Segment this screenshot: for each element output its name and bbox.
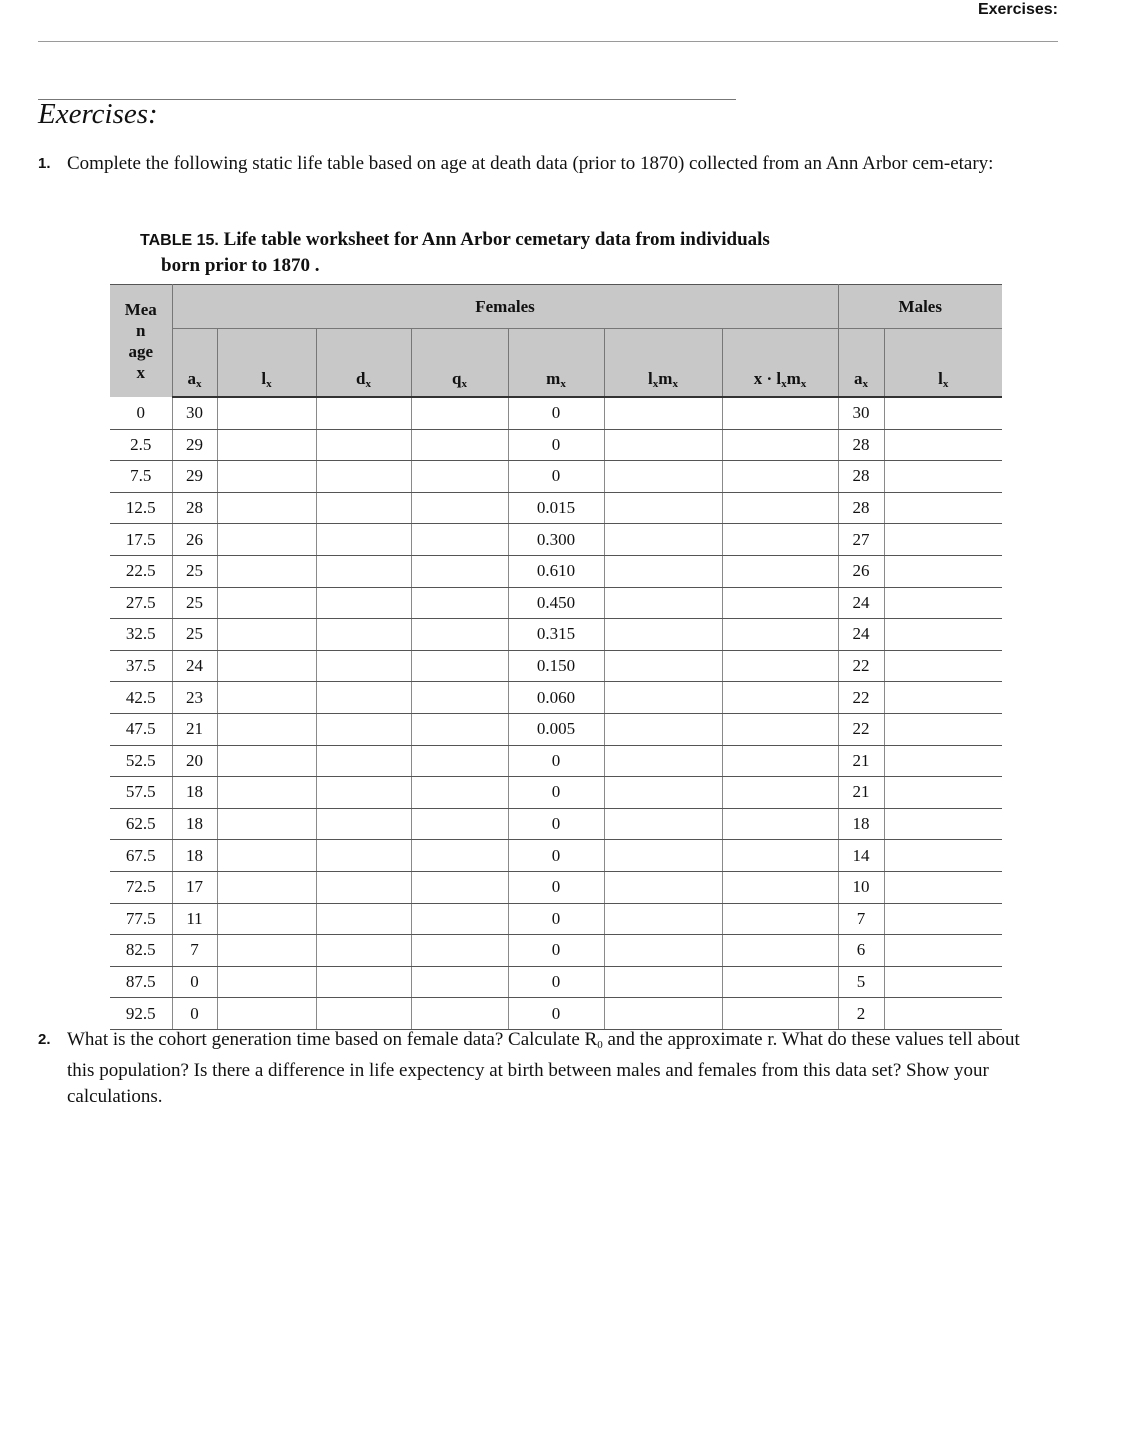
female-ax-cell: 18 <box>172 777 217 809</box>
male-ax-cell: 14 <box>838 840 884 872</box>
male-ax-cell: 10 <box>838 871 884 903</box>
table-row <box>110 935 1002 967</box>
column-header-base: x · l <box>753 369 782 388</box>
male-ax-cell: 24 <box>838 619 884 651</box>
female-ax-cell: 18 <box>172 840 217 872</box>
male-ax-header <box>838 329 884 398</box>
female-xlxmx-cell[interactable] <box>722 871 838 903</box>
female-qx-cell[interactable] <box>411 713 508 745</box>
female-mx-cell: 0 <box>508 808 604 840</box>
female-qx-cell[interactable] <box>411 935 508 967</box>
female-mx-cell: 0.300 <box>508 524 604 556</box>
female-xlxmx-cell[interactable] <box>722 397 838 429</box>
age-cell: 12.5 <box>110 492 172 524</box>
female-mx-cell: 0 <box>508 840 604 872</box>
running-header: Exercises: <box>977 1 1058 18</box>
female-lxmx-cell[interactable] <box>604 713 722 745</box>
female-lx-cell[interactable] <box>217 619 316 651</box>
female-qx-cell[interactable] <box>411 840 508 872</box>
female-ax-cell: 0 <box>172 998 217 1030</box>
female-lxmx-cell[interactable] <box>604 619 722 651</box>
male-lx-cell[interactable] <box>884 840 1002 872</box>
female-qx-cell[interactable] <box>411 461 508 493</box>
female-lxmx-cell[interactable] <box>604 429 722 461</box>
female-qx-cell[interactable] <box>411 650 508 682</box>
female-dx-cell[interactable] <box>316 777 411 809</box>
female-dx-cell[interactable] <box>316 682 411 714</box>
female-mx-cell: 0 <box>508 903 604 935</box>
female-ax-cell: 25 <box>172 555 217 587</box>
table-caption <box>140 227 860 278</box>
female-dx-cell[interactable] <box>316 650 411 682</box>
column-header-base: l <box>648 369 653 388</box>
age-cell: 52.5 <box>110 745 172 777</box>
female-dx-cell[interactable] <box>316 461 411 493</box>
female-dx-cell[interactable] <box>316 524 411 556</box>
age-cell: 57.5 <box>110 777 172 809</box>
female-mx-cell: 0.315 <box>508 619 604 651</box>
female-ax-cell: 0 <box>172 966 217 998</box>
table-row <box>110 966 1002 998</box>
exercise-1 <box>38 151 1050 177</box>
females-group-header: Females <box>172 285 838 329</box>
female-dx-header <box>316 329 411 398</box>
male-lx-cell[interactable] <box>884 682 1002 714</box>
female-xlxmx-cell[interactable] <box>722 650 838 682</box>
exercise-2-text-b: and the approximate r. What do these values tell about this population? Is there a difference in life expectency at birth between males and females from this data set? Show your calculations. <box>67 1029 1020 1107</box>
table-row <box>110 745 1002 777</box>
exercise-1-number: 1. <box>38 155 51 172</box>
female-xlxmx-cell[interactable] <box>722 777 838 809</box>
male-ax-cell: 21 <box>838 777 884 809</box>
male-lx-cell[interactable] <box>884 492 1002 524</box>
table-row <box>110 397 1002 429</box>
age-cell: 87.5 <box>110 966 172 998</box>
column-header-subscript: x <box>862 378 868 390</box>
female-dx-cell[interactable] <box>316 840 411 872</box>
male-lx-cell[interactable] <box>884 650 1002 682</box>
age-cell: 72.5 <box>110 871 172 903</box>
female-dx-cell[interactable] <box>316 998 411 1030</box>
age-cell: 77.5 <box>110 903 172 935</box>
female-dx-cell[interactable] <box>316 397 411 429</box>
table-row <box>110 461 1002 493</box>
female-qx-cell[interactable] <box>411 619 508 651</box>
table-row <box>110 871 1002 903</box>
female-dx-cell[interactable] <box>316 808 411 840</box>
column-header-subscript: x <box>461 378 467 390</box>
female-lxmx-header <box>604 329 722 398</box>
female-mx-cell: 0.060 <box>508 682 604 714</box>
age-cell: 0 <box>110 397 172 429</box>
column-header-subscript: x <box>266 378 272 390</box>
male-ax-cell: 28 <box>838 461 884 493</box>
female-qx-cell[interactable] <box>411 966 508 998</box>
female-qx-cell[interactable] <box>411 998 508 1030</box>
female-lxmx-cell[interactable] <box>604 935 722 967</box>
male-ax-cell: 21 <box>838 745 884 777</box>
female-xlxmx-header <box>722 329 838 398</box>
female-ax-cell: 25 <box>172 619 217 651</box>
female-mx-cell: 0.610 <box>508 555 604 587</box>
age-header-part: Mea <box>124 300 157 319</box>
female-qx-cell[interactable] <box>411 682 508 714</box>
column-header-tail: m <box>786 369 801 388</box>
female-lxmx-cell[interactable] <box>604 397 722 429</box>
female-dx-cell[interactable] <box>316 903 411 935</box>
female-xlxmx-cell[interactable] <box>722 492 838 524</box>
male-lx-cell[interactable] <box>884 397 1002 429</box>
female-xlxmx-cell[interactable] <box>722 840 838 872</box>
female-dx-cell[interactable] <box>316 429 411 461</box>
life-table <box>110 284 1002 1030</box>
female-qx-cell[interactable] <box>411 397 508 429</box>
female-lx-cell[interactable] <box>217 397 316 429</box>
age-header-part: age <box>128 342 154 361</box>
table-row <box>110 998 1002 1030</box>
female-lx-cell[interactable] <box>217 713 316 745</box>
female-lxmx-cell[interactable] <box>604 461 722 493</box>
female-ax-cell: 23 <box>172 682 217 714</box>
female-mx-header <box>508 329 604 398</box>
female-lxmx-cell[interactable] <box>604 777 722 809</box>
male-lx-header <box>884 329 1002 398</box>
female-qx-cell[interactable] <box>411 745 508 777</box>
female-xlxmx-cell[interactable] <box>722 619 838 651</box>
female-ax-cell: 28 <box>172 492 217 524</box>
age-cell: 7.5 <box>110 461 172 493</box>
table-row <box>110 619 1002 651</box>
female-lx-cell[interactable] <box>217 429 316 461</box>
female-dx-cell[interactable] <box>316 713 411 745</box>
age-header-part: n <box>136 321 146 340</box>
table-row <box>110 524 1002 556</box>
male-lx-cell[interactable] <box>884 429 1002 461</box>
female-ax-cell: 24 <box>172 650 217 682</box>
female-xlxmx-cell[interactable] <box>722 745 838 777</box>
column-header-subscript: x <box>942 378 949 390</box>
female-ax-cell: 20 <box>172 745 217 777</box>
female-lx-cell[interactable] <box>217 555 316 587</box>
age-cell: 2.5 <box>110 429 172 461</box>
male-ax-cell: 22 <box>838 682 884 714</box>
column-header-subscript: x <box>196 378 202 390</box>
female-xlxmx-cell[interactable] <box>722 461 838 493</box>
female-mx-cell: 0 <box>508 966 604 998</box>
female-mx-cell: 0.005 <box>508 713 604 745</box>
female-qx-cell[interactable] <box>411 524 508 556</box>
female-lxmx-cell[interactable] <box>604 998 722 1030</box>
column-header-subscript: x <box>560 378 566 390</box>
female-ax-cell: 18 <box>172 808 217 840</box>
male-ax-cell: 30 <box>838 397 884 429</box>
female-lx-cell[interactable] <box>217 777 316 809</box>
table-row <box>110 713 1002 745</box>
age-cell: 37.5 <box>110 650 172 682</box>
female-lx-cell[interactable] <box>217 998 316 1030</box>
age-header-part: x <box>136 363 145 382</box>
female-lxmx-cell[interactable] <box>604 555 722 587</box>
column-header-tail-subscript: x <box>672 378 678 390</box>
table-label: TABLE 15. <box>140 232 219 249</box>
table-caption-line1: Life table worksheet for Ann Arbor cemetary data from individuals <box>223 229 770 250</box>
female-mx-cell: 0.450 <box>508 587 604 619</box>
female-lxmx-cell[interactable] <box>604 903 722 935</box>
female-ax-cell: 21 <box>172 713 217 745</box>
female-xlxmx-cell[interactable] <box>722 555 838 587</box>
table-row <box>110 492 1002 524</box>
female-mx-cell: 0 <box>508 429 604 461</box>
female-lx-cell[interactable] <box>217 966 316 998</box>
male-ax-cell: 22 <box>838 713 884 745</box>
table-row <box>110 777 1002 809</box>
female-lx-cell[interactable] <box>217 871 316 903</box>
male-lx-cell[interactable] <box>884 619 1002 651</box>
female-lxmx-cell[interactable] <box>604 745 722 777</box>
column-header-base: l <box>261 369 267 388</box>
male-ax-cell: 7 <box>838 903 884 935</box>
female-lxmx-cell[interactable] <box>604 682 722 714</box>
female-xlxmx-cell[interactable] <box>722 524 838 556</box>
section-title: Exercises: <box>38 98 158 130</box>
female-dx-cell[interactable] <box>316 587 411 619</box>
female-dx-cell[interactable] <box>316 619 411 651</box>
female-lxmx-cell[interactable] <box>604 966 722 998</box>
female-mx-cell: 0 <box>508 397 604 429</box>
age-cell: 62.5 <box>110 808 172 840</box>
age-cell: 92.5 <box>110 998 172 1030</box>
female-lx-cell[interactable] <box>217 524 316 556</box>
female-lx-cell[interactable] <box>217 650 316 682</box>
female-lxmx-cell[interactable] <box>604 808 722 840</box>
column-header-tail-subscript: x <box>800 378 807 390</box>
female-ax-cell: 11 <box>172 903 217 935</box>
male-lx-cell[interactable] <box>884 555 1002 587</box>
female-qx-cell[interactable] <box>411 903 508 935</box>
female-xlxmx-cell[interactable] <box>722 587 838 619</box>
male-lx-cell[interactable] <box>884 871 1002 903</box>
female-mx-cell: 0 <box>508 461 604 493</box>
table-caption-line2: born prior to 1870 . <box>161 255 320 276</box>
column-header-tail: m <box>658 369 673 388</box>
table-row <box>110 555 1002 587</box>
female-lx-cell[interactable] <box>217 840 316 872</box>
female-lxmx-cell[interactable] <box>604 524 722 556</box>
age-cell: 47.5 <box>110 713 172 745</box>
age-cell: 17.5 <box>110 524 172 556</box>
female-mx-cell: 0 <box>508 871 604 903</box>
male-lx-cell[interactable] <box>884 998 1002 1030</box>
male-lx-cell[interactable] <box>884 808 1002 840</box>
female-lx-cell[interactable] <box>217 587 316 619</box>
exercise-2-number: 2. <box>38 1031 51 1048</box>
female-dx-cell[interactable] <box>316 555 411 587</box>
male-lx-cell[interactable] <box>884 461 1002 493</box>
female-ax-cell: 26 <box>172 524 217 556</box>
female-qx-cell[interactable] <box>411 871 508 903</box>
table-row <box>110 808 1002 840</box>
female-xlxmx-cell[interactable] <box>722 429 838 461</box>
male-ax-cell: 27 <box>838 524 884 556</box>
female-dx-cell[interactable] <box>316 935 411 967</box>
female-dx-cell[interactable] <box>316 966 411 998</box>
male-ax-cell: 26 <box>838 555 884 587</box>
female-dx-cell[interactable] <box>316 492 411 524</box>
male-ax-cell: 6 <box>838 935 884 967</box>
female-xlxmx-cell[interactable] <box>722 808 838 840</box>
female-lxmx-cell[interactable] <box>604 492 722 524</box>
female-xlxmx-cell[interactable] <box>722 903 838 935</box>
female-ax-cell: 30 <box>172 397 217 429</box>
column-header-base: d <box>356 369 366 388</box>
column-header-base: a <box>187 369 196 388</box>
female-mx-cell: 0 <box>508 935 604 967</box>
exercise-2-text-a: What is the cohort generation time based on female data? Calculate R <box>67 1029 598 1050</box>
female-mx-cell: 0.015 <box>508 492 604 524</box>
female-ax-cell: 17 <box>172 871 217 903</box>
female-xlxmx-cell[interactable] <box>722 998 838 1030</box>
table-row <box>110 903 1002 935</box>
female-mx-cell: 0.150 <box>508 650 604 682</box>
female-lxmx-cell[interactable] <box>604 871 722 903</box>
male-lx-cell[interactable] <box>884 524 1002 556</box>
male-ax-cell: 5 <box>838 966 884 998</box>
age-cell: 22.5 <box>110 555 172 587</box>
female-lxmx-cell[interactable] <box>604 587 722 619</box>
female-qx-cell[interactable] <box>411 429 508 461</box>
age-cell: 82.5 <box>110 935 172 967</box>
female-lx-cell[interactable] <box>217 492 316 524</box>
female-lx-header <box>217 329 316 398</box>
age-cell: 67.5 <box>110 840 172 872</box>
header-rule <box>38 41 1058 42</box>
column-header-base: m <box>546 369 561 388</box>
female-xlxmx-cell[interactable] <box>722 935 838 967</box>
table-row <box>110 429 1002 461</box>
female-dx-cell[interactable] <box>316 871 411 903</box>
female-qx-cell[interactable] <box>411 808 508 840</box>
female-lxmx-cell[interactable] <box>604 650 722 682</box>
female-mx-cell: 0 <box>508 745 604 777</box>
male-lx-cell[interactable] <box>884 587 1002 619</box>
female-ax-header <box>172 329 217 398</box>
male-ax-cell: 2 <box>838 998 884 1030</box>
female-lx-cell[interactable] <box>217 682 316 714</box>
female-xlxmx-cell[interactable] <box>722 966 838 998</box>
male-lx-cell[interactable] <box>884 713 1002 745</box>
female-lx-cell[interactable] <box>217 745 316 777</box>
column-header-subscript: x <box>365 378 371 390</box>
column-header-base: l <box>938 369 943 388</box>
female-xlxmx-cell[interactable] <box>722 713 838 745</box>
male-lx-cell[interactable] <box>884 777 1002 809</box>
female-qx-cell[interactable] <box>411 492 508 524</box>
column-header-base: q <box>452 369 462 388</box>
female-qx-cell[interactable] <box>411 777 508 809</box>
female-lx-cell[interactable] <box>217 935 316 967</box>
male-ax-cell: 22 <box>838 650 884 682</box>
table-row <box>110 587 1002 619</box>
female-qx-cell[interactable] <box>411 555 508 587</box>
exercise-1-text: Complete the following static life table based on age at death data (prior to 1870) collected from an Ann Arbor cem-etary: <box>67 153 994 174</box>
exercise-2-text <box>67 1027 1050 1110</box>
column-header-base: a <box>854 369 863 388</box>
female-lxmx-cell[interactable] <box>604 840 722 872</box>
male-lx-cell[interactable] <box>884 935 1002 967</box>
r-subscript: 0 <box>597 1039 603 1051</box>
male-lx-cell[interactable] <box>884 903 1002 935</box>
female-lx-cell[interactable] <box>217 903 316 935</box>
table-row <box>110 840 1002 872</box>
age-cell: 32.5 <box>110 619 172 651</box>
table-row <box>110 682 1002 714</box>
male-lx-cell[interactable] <box>884 966 1002 998</box>
column-header-subscript: x <box>781 378 787 390</box>
column-header-subscript: x <box>652 378 659 390</box>
female-qx-cell[interactable] <box>411 587 508 619</box>
female-mx-cell: 0 <box>508 998 604 1030</box>
female-ax-cell: 25 <box>172 587 217 619</box>
age-cell: 27.5 <box>110 587 172 619</box>
age-column-header <box>110 285 172 398</box>
males-group-header: Males <box>838 285 1002 329</box>
female-ax-cell: 29 <box>172 429 217 461</box>
female-ax-cell: 7 <box>172 935 217 967</box>
table-row <box>110 650 1002 682</box>
male-lx-cell[interactable] <box>884 745 1002 777</box>
female-mx-cell: 0 <box>508 777 604 809</box>
male-ax-cell: 28 <box>838 492 884 524</box>
male-ax-cell: 18 <box>838 808 884 840</box>
female-lx-cell[interactable] <box>217 808 316 840</box>
male-ax-cell: 28 <box>838 429 884 461</box>
age-cell: 42.5 <box>110 682 172 714</box>
female-lx-cell[interactable] <box>217 461 316 493</box>
female-ax-cell: 29 <box>172 461 217 493</box>
male-ax-cell: 24 <box>838 587 884 619</box>
female-xlxmx-cell[interactable] <box>722 682 838 714</box>
female-dx-cell[interactable] <box>316 745 411 777</box>
exercise-2 <box>38 1027 1050 1110</box>
female-qx-header <box>411 329 508 398</box>
